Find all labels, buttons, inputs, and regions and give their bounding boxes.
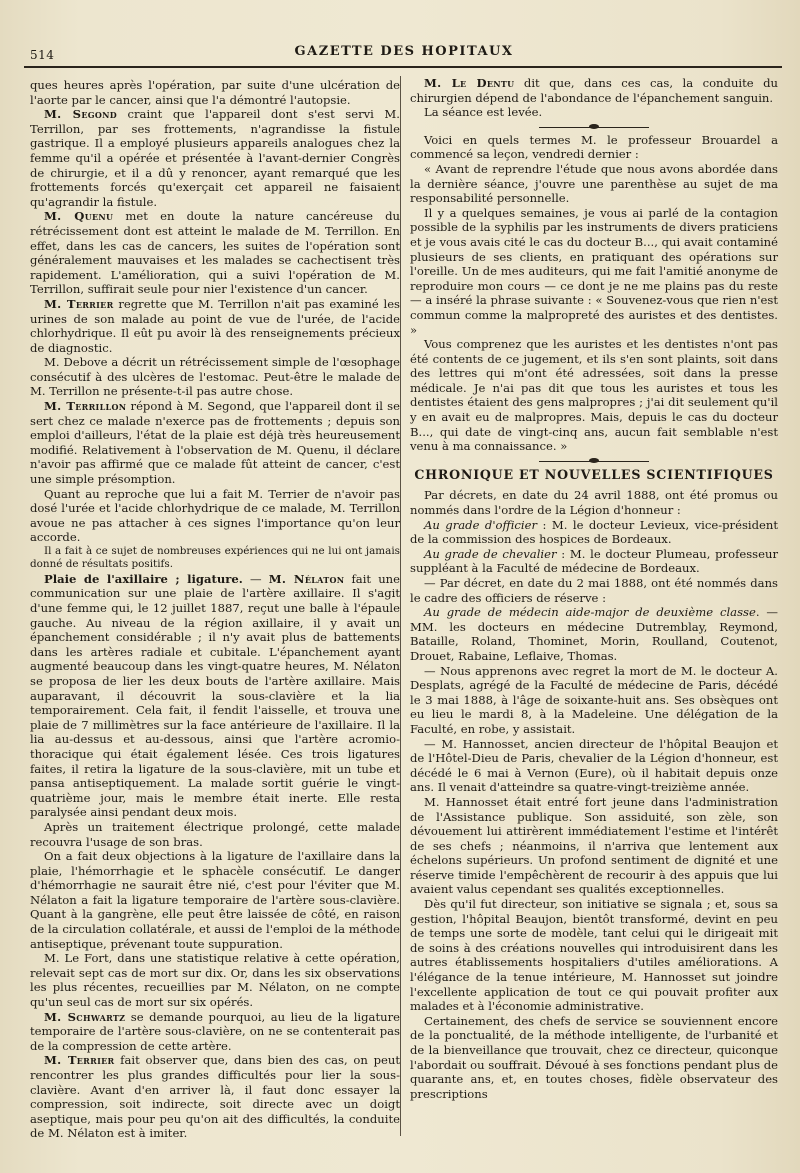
right-column (410, 76, 778, 1101)
grade-label: Au grade d'officier (424, 517, 538, 532)
paragraph (30, 820, 400, 849)
paragraph-text: : M. le docteur Levieux, vice-président de la commission des hospices de Bordeaux. (410, 517, 779, 547)
paragraph-text: « Avant de reprendre l'étude que nous avons abordée dans la dernière séance, j'ouvre une parenthèse au sujet de ma responsabilité personnelle. (410, 161, 778, 206)
subsection-title: Plaie de l'axillaire ; ligature. (44, 571, 243, 586)
paragraph-text: On a fait deux objections à la ligature de l'axillaire dans la plaie, l'hémorrhagie et le sphacèle consécutif. Le danger d'hémorrhagie ne saurait être nié, c'est pour l'éviter que M. Nélaton a fait la ligature temporaire de l'artère sous-clavière. Quant à la gangrène, elle peut être laissée de côté, en raison de la circulation collatérale, et aussi de l'emploi de la méthode antiseptique, prévenant toute suppuration. (30, 849, 400, 951)
paragraph-text: fait observer que, dans bien des cas, on peut rencontrer les plus grandes difficultés pour lier la sous-clavière. Avant d'en arriver là, il faut donc essayer la compression, soit indirecte, soit directe avec un doigt aseptique, mais pour peu qu'on ait des difficultés, la conduite de M. Nélaton est à imiter. (30, 1053, 400, 1141)
paragraph-text: ques heures après l'opération, par suite d'une ulcération de l'aorte par le cancer, ainsi que l'a démontré l'autopsie. (30, 78, 400, 107)
paragraph-text: regrette que M. Terrillon n'ait pas examiné les urines de son malade au point de vue de l'urée, de l'acide chlorhydrique. Il eût pu avoir là des renseignements précieux de diagnostic. (30, 296, 400, 355)
speaker-name: M. Nélaton (268, 571, 345, 586)
paragraph (410, 76, 778, 105)
paragraph (30, 107, 400, 209)
paragraph-text: se demande pourquoi, au lieu de la ligature temporaire de l'artère sous-clavière, on ne se contenterait pas de la compression de cette artère. (30, 1009, 400, 1053)
paragraph-text: craint que l'appareil dont s'est servi M. Terrillon, par ses frottements, n'agrandisse la fistule gastrique. Il a employé plusieurs appareils analogues chez la femme qu'il a opérée et présentée à l'avant-dernier Congrès de chirurgie, et il a dû y renoncer, ayant remarqué que les frottements forcés qu'exerçait cet appareil ne faisaient qu'agrandir la fistule. (30, 107, 400, 209)
paragraph-text: Par décrets, en date du 24 avril 1888, ont été promus ou nommés dans l'ordre de la Légion d'honneur : (410, 488, 778, 518)
paragraph-text: Il y a quelques semaines, je vous ai parlé de la contagion possible de la syphilis par les instruments de divers praticiens et je vous avais cité le cas du docteur B..., qui avait contaminé plusieurs de ses clients, en pratiquant des opérations sur l'oreille. Un de mes auditeurs, qui me fait l'amitié anonyme de reproduire mon cours — ce dont je ne me plains pas du reste — a inséré la phrase suivante : « Souvenez-vous que rien n'est commun comme la malpropreté des auristes et des dentistes. » (410, 205, 778, 337)
paragraph (410, 206, 778, 337)
paragraph (410, 664, 778, 737)
column-divider (400, 76, 401, 1136)
left-column (30, 78, 400, 1141)
paragraph (410, 337, 778, 454)
paragraph (30, 297, 400, 355)
grade-label: Au grade de chevalier (424, 546, 557, 561)
paragraph-text: Après un traitement électrique prolongé, cette malade recouvra l'usage de son bras. (30, 819, 400, 849)
paragraph (410, 576, 778, 605)
paragraph-text: — M. Hannosset, ancien directeur de l'hôpital Beaujon et de l'Hôtel-Dieu de Paris, chevalier de la Légion d'honneur, est décédé le 6 mai à Vernon (Eure), où il habitait depuis onze ans. Il venait d'atteindre sa quatre-vingt-treizième année. (410, 736, 778, 795)
separator-rule (539, 127, 649, 128)
paragraph (410, 795, 778, 897)
paragraph (410, 518, 778, 547)
paragraph-text: M. Debove a décrit un rétrécissement simple de l'œsophage consécutif à des ulcères de l'estomac. Peut-être le malade de M. Terrillon ne présente-t-il pas autre chose. (30, 355, 400, 399)
paragraph-text: Quant au reproche que lui a fait M. Terrier de n'avoir pas dosé l'urée et l'acide chlorhydrique de ce malade, M. Terrillon avoue ne pas attacher à ces signes l'importance qu'on leur accorde. (30, 486, 400, 545)
paragraph (30, 849, 400, 951)
speaker-name: M. Le Dentu (424, 76, 515, 90)
paragraph-text: Dès qu'il fut directeur, son initiative se signala ; et, sous sa gestion, l'hôpital Beaujon, bientôt transformé, devint en peu de temps une sorte de modèle, tant celui qui le dirigeait mit de soins à des créations nouvelles qui introduisirent dans les autres établissements hospitaliers d'utiles améliorations. A l'élégance de la tenue intérieure, M. Hannosset sut joindre l'excellente application de tout ce qui pouvait profiter aux malades et à l'économie administrative. (410, 897, 778, 1014)
paragraph (30, 399, 400, 487)
paragraph (30, 1010, 400, 1054)
speaker-name: M. Terrillon (44, 399, 127, 414)
paragraph-text: dit que, dans ces cas, la conduite du chirurgien dépend de l'abondance de l'épanchement sanguin. (410, 76, 778, 105)
paragraph-text: M. Hannosset était entré fort jeune dans l'administration de l'Assistance publique. Son assiduité, son zèle, son dévouement lui attirèrent immédiatement l'estime et l'intérêt de ses chefs ; néanmoins, il n'arriva que lentement aux échelons supérieurs. Un profond sentiment de dignité et une réserve timide l'empêchèrent de recourir à des appuis que lui avaient valus cependant ses qualités exceptionnelles. (410, 794, 778, 897)
paragraph (410, 737, 778, 795)
paragraph (30, 545, 400, 572)
paragraph (410, 105, 778, 120)
separator-rule (539, 461, 649, 462)
paragraph-text: . — MM. les docteurs en médecine Dutremblay, Reymond, Bataille, Roland, Thominet, Morin, Roulland, Coutenot, Drouet, Rabaine, Leflaive, Thomas. (410, 605, 778, 663)
paragraph (410, 133, 778, 162)
grade-label: Au grade de médecin aide-major de deuxième classe (424, 605, 756, 620)
paragraph-text: Vous comprenez que les auristes et les dentistes n'ont pas été contents de ce jugement, et ils s'en sont plaints, soit dans des lettres qui m'ont été adressées, soit dans la presse médicale. Je n'ai pas dit que tous les auristes et tous les dentistes étaient des gens malpropres ; j'ai dit seulement qu'il y en avait eu de malpropres. Mais, depuis le cas du docteur B..., qui date de vingt-cinq ans, aucun fait semblable n'est venu à ma connaissance. » (410, 337, 778, 454)
paragraph: Plaie de l'axillaire ; ligature. — M. Nélaton fait une communication sur une plaie de l'artère axillaire. Il s'agit d'une femme qui, le 12 juillet 1887, reçut une balle à l'épaule gauche. Au niveau de la région axillaire, il y avait un épanchement considérable ; il n'y avait plus de battements dans les artères radiale et cubitale. L'épanchement ayant augmenté beaucoup dans les vingt-quatre heures, M. Nélaton se proposa de lier les deux bouts de l'artère axillaire. Mais auparavant, il découvrit la sous-clavière et la lia temporairement. Cela fait, il fendit l'aisselle, et trouva une plaie de 7 millimètres sur la face antérieure de l'axillaire. Il la lia au-dessus et au-dessous, ainsi que l'artère acromio-thoracique qui était également lésée. Ces trois ligatures faites, il retira la ligature de la sous-clavière, mit un tube et pansa antiseptiquement. La malade sortit guérie le vingt-quatrième jour, mais le membre était inerte. Elle resta paralysée ainsi pendant deux mois. (30, 571, 400, 820)
paragraph-text: : M. le docteur Plumeau, professeur suppléant à la Faculté de médecine de Bordeaux. (410, 546, 778, 576)
paragraph (410, 162, 778, 206)
paragraph-text: Il a fait à ce sujet de nombreuses expériences qui ne lui ont jamais donné de résultats positifs. (30, 545, 400, 571)
paragraph-text: M. Le Fort, dans une statistique relative à cette opération, relevait sept cas de mort sur dix. Or, dans les six observations les plus récentes, recueillies par M. Nélaton, on ne compte qu'un seul cas de mort sur six opérés. (30, 951, 400, 1010)
page-header (24, 44, 784, 66)
paragraph-text: — Par décret, en date du 2 mai 1888, ont été nommés dans le cadre des officiers de réserve : (410, 576, 778, 605)
paragraph-text: répond à M. Segond, que l'appareil dont il se sert chez ce malade n'exerce pas de frottements ; depuis son emploi d'ailleurs, l'état de la plaie est déjà très heureusement modifié. Relativement à l'observation de M. Quenu, il déclare n'avoir pas affirmé que ce malade fût atteint de cancer, c'est une simple présomption. (30, 399, 400, 487)
paragraph-text: met en doute la nature cancéreuse du rétrécissement dont est atteint le malade de M. Terrillon. En effet, dans les cas de cancers, les suites de l'opération sont généralement mauvaises et les malades se cachectisent très rapidement. L'amélioration, qui a suivi l'opération de M. Terrillon, suffirait seule pour nier l'existence d'un cancer. (30, 209, 400, 297)
page-number: 514 (30, 48, 55, 62)
paragraph (410, 1014, 778, 1102)
paragraph (410, 605, 778, 663)
paragraph-text: — Nous apprenons avec regret la mort de M. le docteur A. Desplats, agrégé de la Faculté de médecine de Paris, décédé le 3 mai 1888, à l'âge de soixante-huit ans. Ses obsèques ont eu lieu le mardi 8, à la Madeleine. Une délégation de la Faculté, en robe, y assistait. (410, 663, 778, 736)
speaker-name: M. Quenu (44, 209, 114, 224)
paragraph (410, 547, 778, 576)
section-title: CHRONIQUE ET NOUVELLES SCIENTIFIQUES (414, 466, 774, 482)
paragraph-text: Certainement, des chefs de service se souviennent encore de la ponctualité, de la méthode intelligente, de l'urbanité et de la bienveillance que trouvait, chez ce directeur, quiconque l'abordait ou souffrait. Dévoué à ses fonctions pendant plus de quarante ans, et, en toutes choses, fidèle observateur des prescriptions (410, 1013, 778, 1101)
paragraph (30, 1053, 400, 1141)
paragraph-text: La séance est levée. (424, 105, 543, 120)
paragraph (30, 78, 400, 107)
speaker-name: M. Terrier (44, 1053, 115, 1068)
paragraph-text: fait une communication sur une plaie de l'artère axillaire. Il s'agit d'une femme qui, le 12 juillet 1887, reçut une balle à l'épaule gauche. Au niveau de la région axillaire, il y avait un épanchement considérable ; il n'y avait plus de battements dans les artères radiale et cubitale. L'épanchement ayant augmenté beaucoup dans les vingt-quatre heures, M. Nélaton se proposa de lier les deux bouts de l'artère axillaire. Mais auparavant, il découvrit la sous-clavière et la lia temporairement. Cela fait, il fendit l'aisselle, et trouva une plaie de 7 millimètres sur la face antérieure de l'axillaire. Il la lia au-dessus et au-dessous, ainsi que l'artère acromio-thoracique qui était également lésée. Ces trois ligatures faites, il retira la ligature de la sous-clavière, mit un tube et pansa antiseptiquement. La malade sortit guérie le vingt-quatrième jour, mais le membre était inerte. Elle resta paralysée ainsi pendant deux mois. (30, 571, 400, 820)
paragraph (410, 897, 778, 1014)
paragraph (30, 209, 400, 297)
paragraph (30, 951, 400, 1009)
paragraph-text: Voici en quels termes M. le professeur Brouardel a commencé sa leçon, vendredi dernier : (410, 132, 778, 162)
paragraph (410, 488, 778, 517)
paragraph (30, 487, 400, 545)
speaker-name: M. Schwartz (44, 1009, 126, 1024)
header-rule (24, 66, 782, 68)
speaker-name: M. Terrier (44, 296, 114, 311)
journal-title: GAZETTE DES HOPITAUX (294, 44, 514, 59)
paragraph (30, 355, 400, 399)
speaker-name: M. Segond (44, 107, 117, 122)
